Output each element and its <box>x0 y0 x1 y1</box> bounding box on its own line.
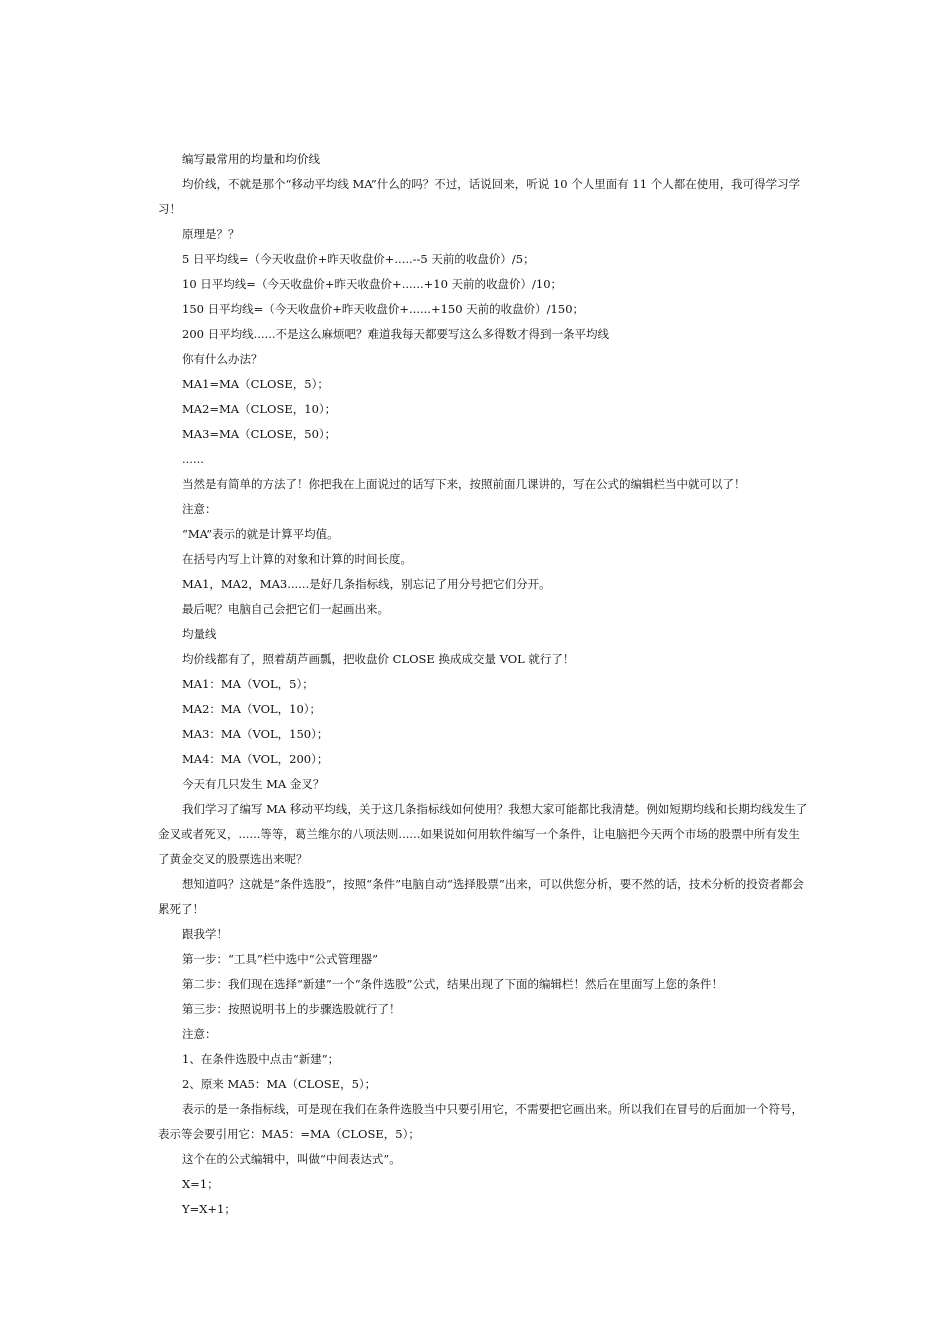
paragraph: 跟我学！ <box>182 927 228 941</box>
paragraph: 这个在的公式编辑中，叫做“中间表达式”。 <box>182 1152 401 1166</box>
paragraph: MA3：MA（VOL，150）； <box>182 727 329 741</box>
paragraph: 想知道吗？这就是“条件选股”，按照“条件”电脑自动“选择股票”出来，可以供您分析，要不然的话，技术分析的投资者都会累死了！ <box>158 877 804 916</box>
paragraph: 注意： <box>182 502 217 516</box>
paragraph: 200 日平均线......不是这么麻烦吧？难道我每天都要写这么多得数才得到一条平均线 <box>182 327 610 341</box>
paragraph: MA2=MA（CLOSE，10）； <box>182 402 337 416</box>
document-body <box>158 147 808 1222</box>
paragraph: 均量线 <box>182 627 217 641</box>
paragraph: 注意： <box>182 1027 217 1041</box>
paragraph: MA2：MA（VOL，10）； <box>182 702 322 716</box>
paragraph: MA1，MA2，MA3......是好几条指标线，别忘记了用分号把它们分开。 <box>182 577 551 591</box>
paragraph: 5 日平均线=（今天收盘价+昨天收盘价+.....--5 天前的收盘价）/5； <box>182 252 535 266</box>
paragraph: ...... <box>182 452 204 466</box>
paragraph: 均价线，不就是那个“移动平均线 MA”什么的吗？不过，话说回来，听说 10 个人里面有 11 个人都在使用，我可得学习学习！ <box>158 177 801 216</box>
paragraph: 当然是有简单的方法了！你把我在上面说过的话写下来，按照前面几课讲的，写在公式的编辑栏当中就可以了！ <box>182 477 746 491</box>
paragraph: 均价线都有了，照着葫芦画瓢，把收盘价 CLOSE 换成成交量 VOL 就行了！ <box>182 652 575 666</box>
paragraph: 第二步：我们现在选择“新建”一个“条件选股”公式，结果出现了下面的编辑栏！然后在里面写上您的条件！ <box>182 977 724 991</box>
paragraph: 编写最常用的均量和均价线 <box>182 152 320 166</box>
paragraph: 1、在条件选股中点击“新建”； <box>182 1052 340 1066</box>
paragraph: 2、原来 MA5：MA（CLOSE，5）； <box>182 1077 377 1091</box>
paragraph: X=1； <box>182 1177 219 1191</box>
paragraph: 10 日平均线=（今天收盘价+昨天收盘价+......+10 天前的收盘价）/10； <box>182 277 563 291</box>
paragraph: 第三步：按照说明书上的步骤选股就行了！ <box>182 1002 401 1016</box>
paragraph: MA1=MA（CLOSE，5）； <box>182 377 329 391</box>
paragraph: 150 日平均线=（今天收盘价+昨天收盘价+......+150 天前的收盘价）/150； <box>182 302 585 316</box>
paragraph: 我们学习了编写 MA 移动平均线，关于这几条指标线如何使用？我想大家可能都比我清楚。例如短期均线和长期均线发生了金叉或者死叉，......等等，葛兰维尔的八项法则......如果说如何用软件编写一个条件，让电脑把今天两个市场的股票中所有发生了黄金交叉的股票选出来呢？ <box>158 802 808 866</box>
paragraph: 表示的是一条指标线，可是现在我们在条件选股当中只要引用它，不需要把它画出来。所以我们在冒号的后面加一个符号，表示等会要引用它：MA5：=MA（CLOSE，5）； <box>158 1102 803 1141</box>
paragraph: Y=X+1； <box>182 1202 236 1216</box>
paragraph: 在括号内写上计算的对象和计算的时间长度。 <box>182 552 412 566</box>
paragraph: 原理是？？ <box>182 227 240 241</box>
paragraph: 今天有几只发生 MA 金叉？ <box>182 777 325 791</box>
paragraph: 你有什么办法？ <box>182 352 263 366</box>
paragraph: “MA”表示的就是计算平均值。 <box>182 527 339 541</box>
paragraph: MA1：MA（VOL，5）； <box>182 677 314 691</box>
paragraph: MA3=MA（CLOSE，50）； <box>182 427 337 441</box>
paragraph: 第一步：“工具”栏中选中“公式管理器” <box>182 952 379 966</box>
paragraph: MA4：MA（VOL，200）； <box>182 752 329 766</box>
paragraph: 最后呢？电脑自己会把它们一起画出来。 <box>182 602 389 616</box>
